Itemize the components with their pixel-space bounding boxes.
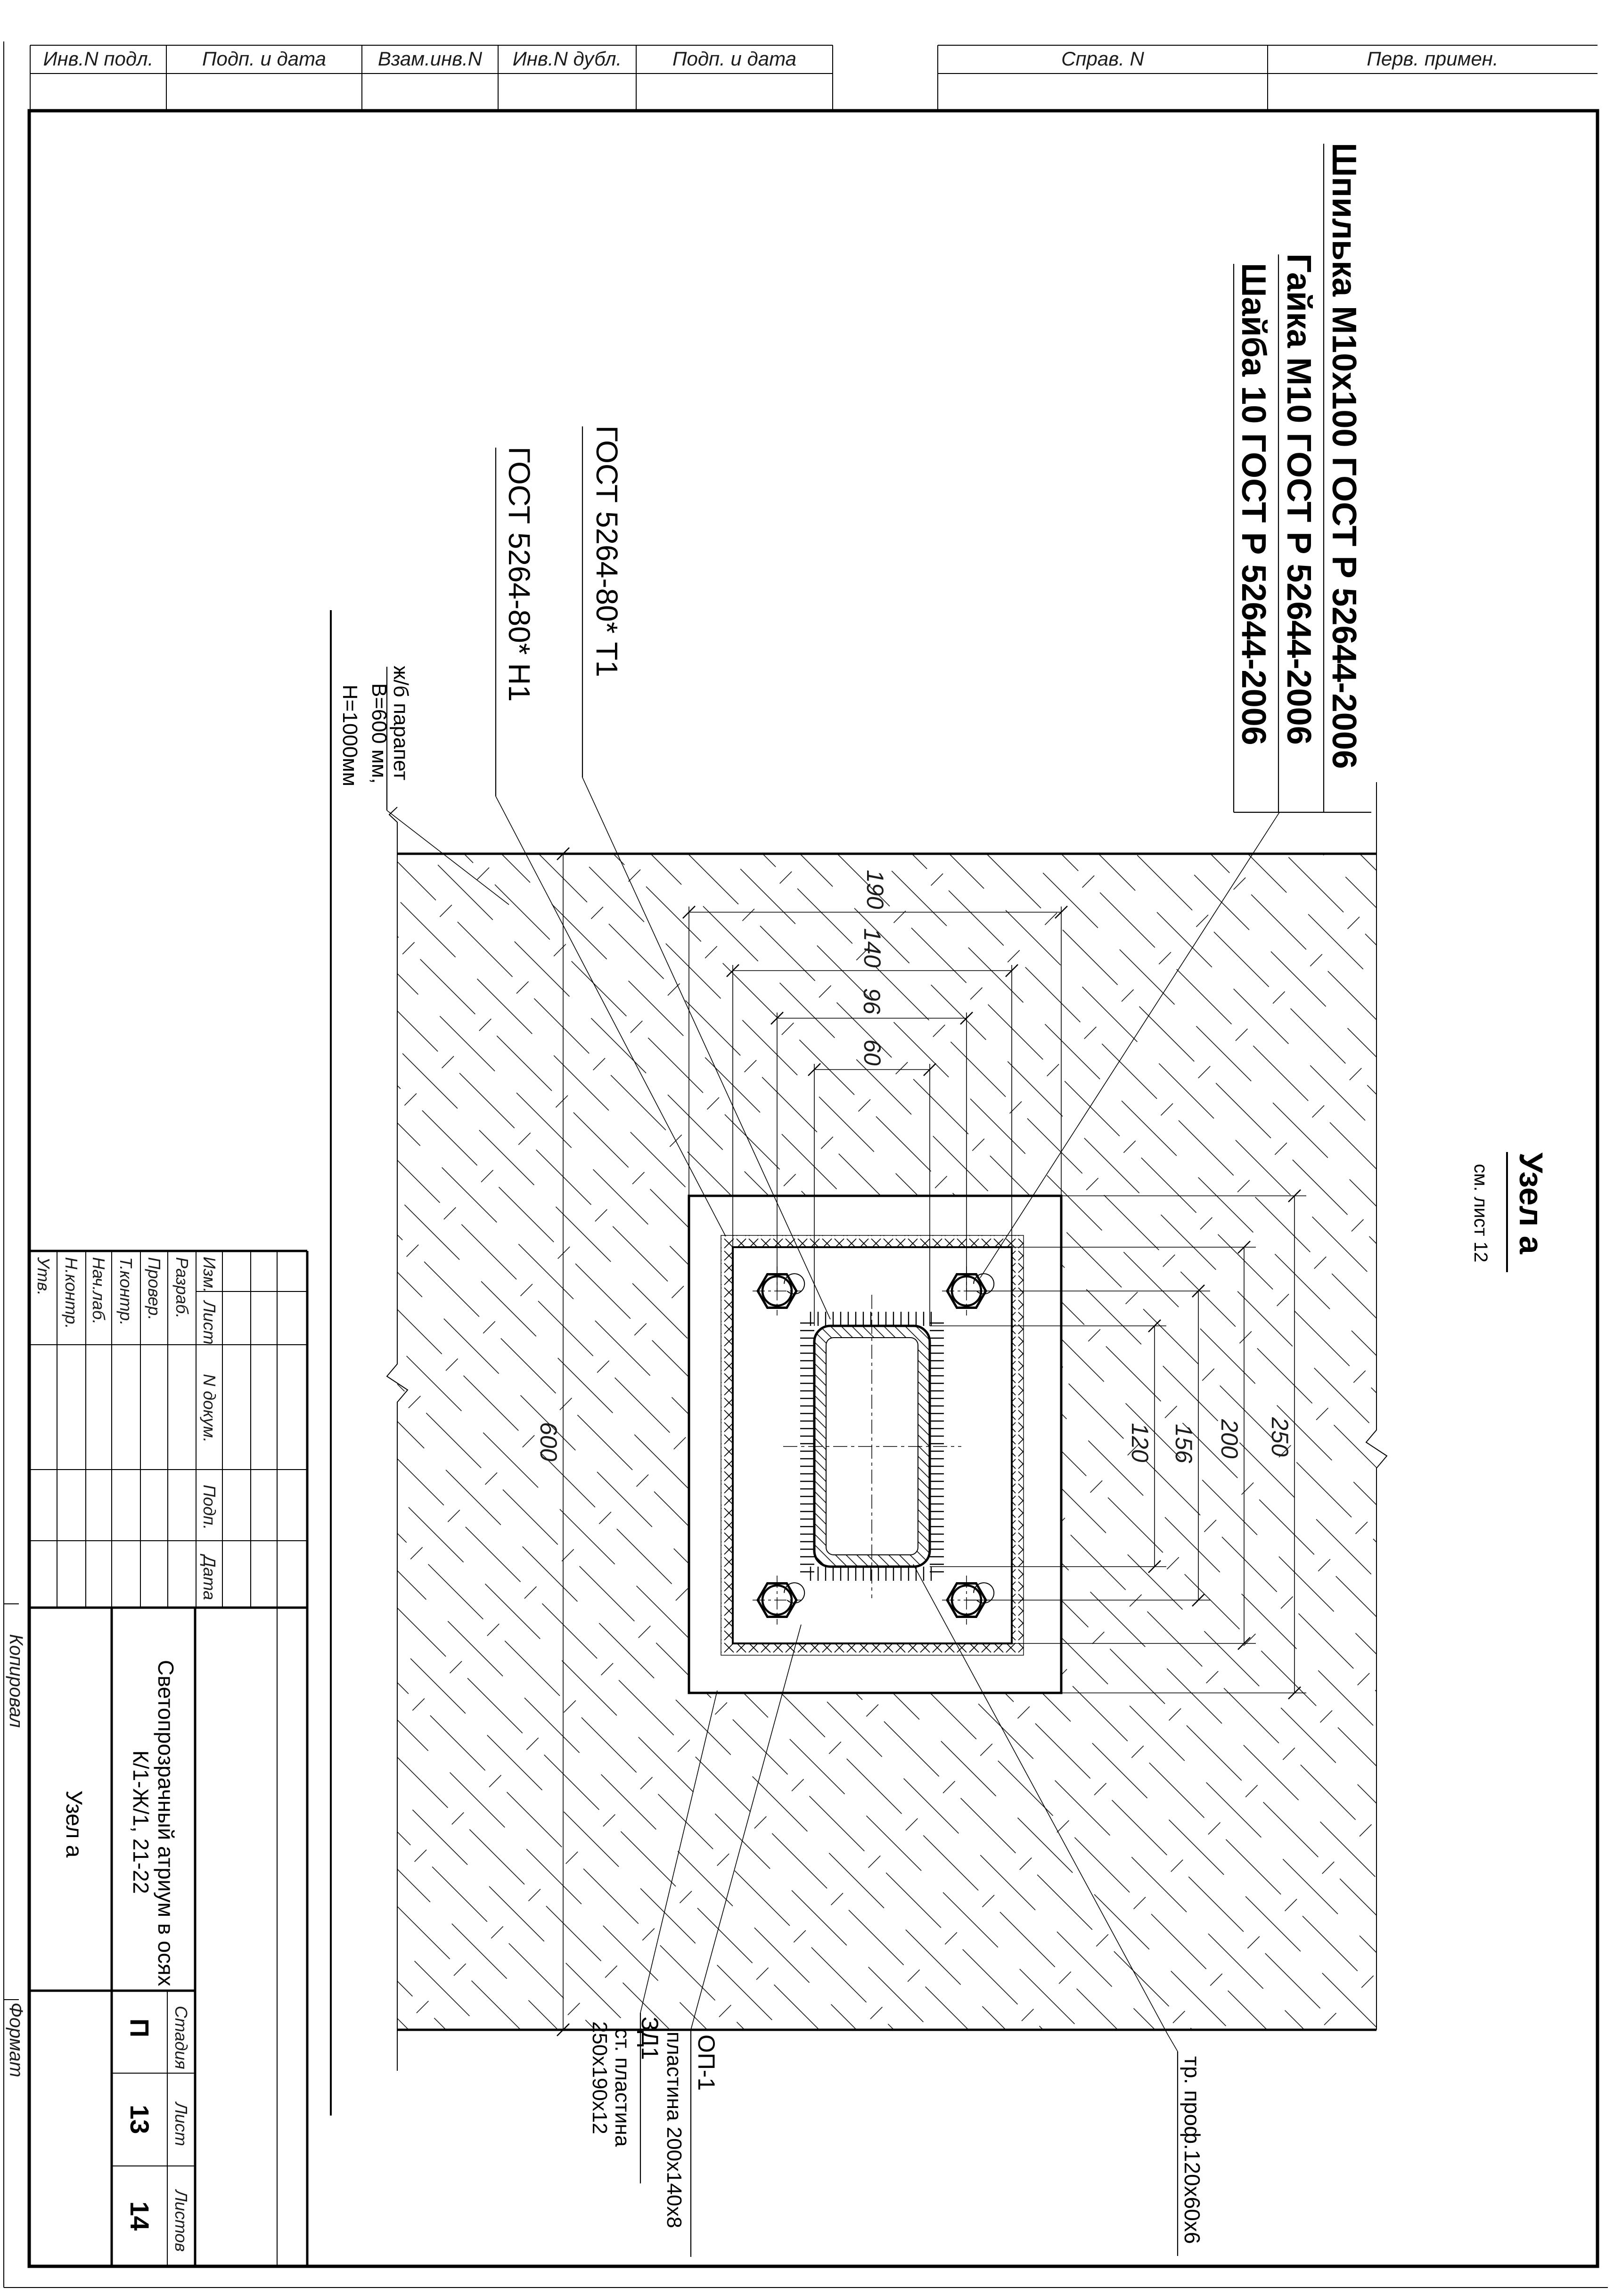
callout-tube-desc: тр. проф.120х60х6 [1180,2056,1204,2244]
callout-weld-n1: ГОСТ 5264-80* Н1 [502,447,536,702]
strip-cell-sprav-n: Справ. N [1061,48,1144,70]
tb-listov-label: Листов [172,2190,191,2252]
callout-zd1-desc1: ст. пластина [611,2028,634,2147]
tb-listov-value: 14 [125,2201,155,2231]
node-title: Узел а [1513,1152,1549,1254]
callout-weld-t1: ГОСТ 5264-80* Т1 [590,425,624,678]
tb-sign-utv: Утв. [34,1257,53,1296]
margin-format-label: Формат [6,2002,26,2077]
tb-sign-prover: Провер. [145,1257,164,1321]
callout-zd1-mark: ЗД1 [637,2017,663,2060]
tb-rev-list: Лист [200,1301,219,1345]
callout-washer: Шайба 10 ГОСТ Р 52644-2006 [1235,263,1272,745]
tb-sign-razrab: Разраб. [172,1257,192,1319]
tb-rev-podp: Подп. [200,1485,219,1530]
tb-list-label: Лист [172,2102,191,2146]
tb-list-value: 13 [125,2105,155,2134]
margin-copied-label: Копировал [6,1634,26,1728]
tb-rev-data: Дата [200,1555,219,1600]
strip-cell-podp-data1: Подп. и дата [202,48,326,70]
callout-op1-mark: ОП-1 [693,2035,720,2091]
tb-stage-value: П [125,2018,155,2038]
dim-600: 600 [535,1422,562,1462]
strip-cell-perv-primen: Перв. примен. [1367,48,1499,70]
strip-cell-podp-data2: Подп. и дата [672,48,796,70]
tb-sign-nkontr: Н.контр. [62,1257,81,1329]
tb-rev-ndokum: N докум. [200,1374,219,1443]
dim-120: 120 [1127,1423,1153,1463]
tb-project-line1: Светопрозрачный атриум в осях [154,1660,178,1986]
note-parapet-h: H=1000мм [338,685,361,786]
callout-stud: Шпилька М10х100 ГОСТ Р 52644-2006 [1325,143,1363,769]
tb-project-line2: К/1-Ж/1, 21-22 [129,1750,153,1894]
strip-cell-vzam-inv: Взам.инв.N [377,48,483,70]
dim-190: 190 [862,870,888,909]
note-parapet-b: B=600 мм, [368,683,391,784]
note-parapet-title: ж/б парапет [389,666,412,781]
dim-250: 250 [1267,1417,1293,1457]
callout-op1-desc: пластина 200х140х8 [663,2032,686,2228]
plate-zd1 [689,1196,1061,1693]
dim-156: 156 [1171,1424,1197,1463]
tb-rev-izm: Изм. [200,1257,219,1293]
callout-nut: Гайка М10 ГОСТ Р 52644-2006 [1280,253,1318,745]
node-ref: см. лист 12 [1470,1164,1491,1263]
dim-200: 200 [1216,1419,1243,1459]
tb-sign-nachlab: Нач.лаб. [89,1257,108,1324]
tb-sign-tkontr: Т.контр. [116,1257,136,1326]
strip-cell-inv-podl: Инв.N подл. [43,48,154,70]
tb-stage-label: Стадия [172,2006,191,2069]
dim-96: 96 [859,988,885,1014]
callout-zd1-desc2: 250х190х12 [588,2021,611,2134]
dim-140: 140 [859,928,885,968]
dim-60: 60 [859,1039,885,1066]
tb-sheet-title: Узел а [61,1790,86,1858]
strip-cell-inv-dubl: Инв.N дубл. [512,48,622,70]
